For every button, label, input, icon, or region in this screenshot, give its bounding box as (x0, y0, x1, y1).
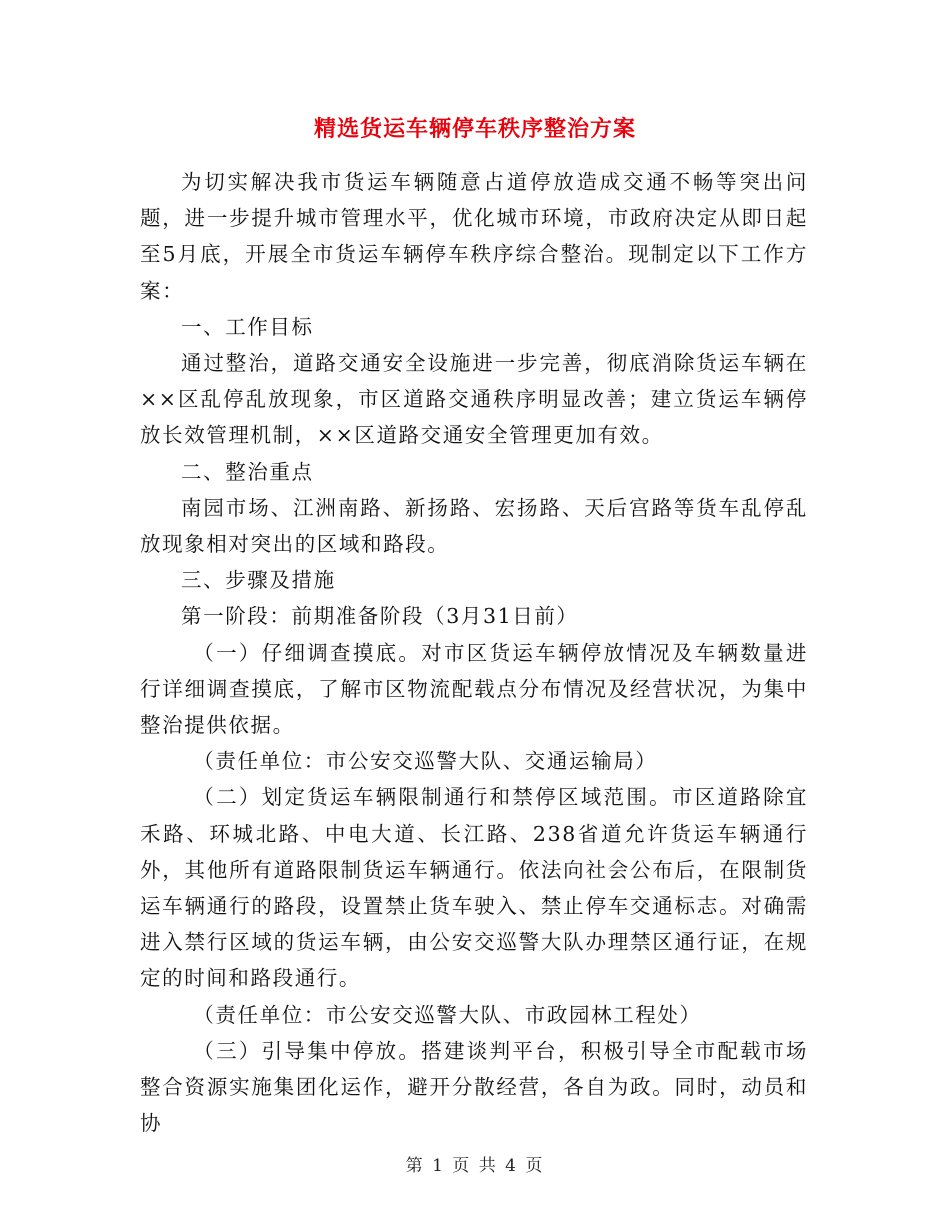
intro-paragraph: 为切实解决我市货运车辆随意占道停放造成交通不畅等突出问题，进一步提升城市管理水平，优化城市环境，市政府决定从即日起至5月底，开展全市货运车辆停车秩序综合整治。现制定以下工作方案： (140, 170, 808, 303)
page-number-footer: 第 1 页 共 4 页 (405, 1156, 545, 1176)
document-title: 精选货运车辆停车秩序整治方案 (313, 116, 636, 142)
phase-one-heading: 第一阶段：前期准备阶段（3月31日前） (181, 604, 579, 629)
section-heading-focus: 二、整治重点 (181, 459, 314, 484)
section-heading-goals: 一、工作目标 (181, 314, 314, 339)
document-body (140, 164, 808, 1141)
item-two-responsibility: （责任单位：市公安交巡警大队、市政园林工程处） (193, 1002, 702, 1027)
focus-paragraph: 南园市场、江洲南路、新扬路、宏扬路、天后宫路等货车乱停乱放现象相对突出的区域和路段。 (140, 495, 808, 557)
item-one-paragraph: （一）仔细调查摸底。对市区货运车辆停放情况及车辆数量进行详细调查摸底，了解市区物流配载点分布情况及经营状况，为集中整治提供依据。 (140, 640, 808, 738)
item-three-paragraph: （三）引导集中停放。搭建谈判平台，积极引导全市配载市场整合资源实施集团化运作，避开分散经营，各自为政。同时，动员和协 (140, 1038, 808, 1136)
goals-paragraph: 通过整治，道路交通安全设施进一步完善，彻底消除货运车辆在××区乱停乱放现象，市区道路交通秩序明显改善；建立货运车辆停放长效管理机制，××区道路交通安全管理更加有效。 (140, 351, 808, 448)
section-heading-steps: 三、步骤及措施 (181, 568, 336, 593)
item-one-responsibility: （责任单位：市公安交巡警大队、交通运输局） (193, 749, 658, 774)
item-two-paragraph: （二）划定货运车辆限制通行和禁停区域范围。市区道路除宜禾路、环城北路、中电大道、长江路、238省道允许货运车辆通行外，其他所有道路限制货运车辆通行。依法向社会公布后，在限制货运车辆通行的路段，设置禁止货车驶入、禁止停车交通标志。对确需进入禁行区域的货运车辆，由公安交巡警大队办理禁区通行证，在规定的时间和路段通行。 (140, 785, 808, 991)
